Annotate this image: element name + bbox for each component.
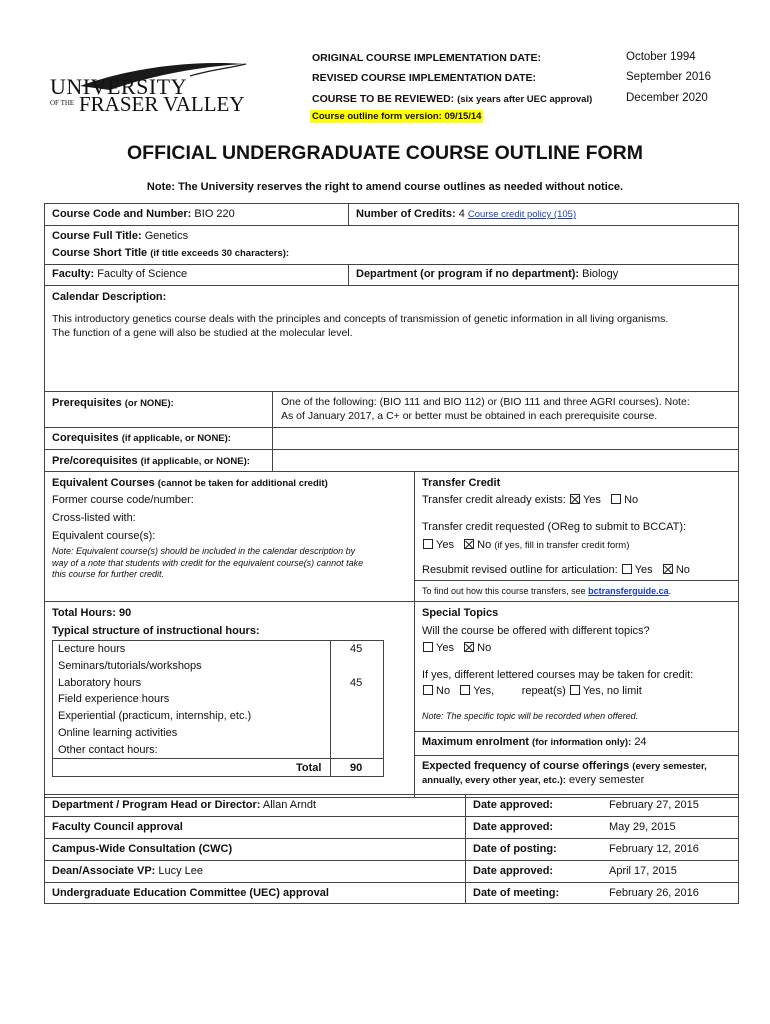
short-title-note: (if title exceeds 30 characters): <box>150 248 290 259</box>
hours-row-label: Online learning activities <box>58 727 178 739</box>
lettered-no-label: No <box>436 685 451 697</box>
equiv-italic-3: this course for further credit. <box>52 569 165 579</box>
full-title-value: Genetics <box>144 230 189 242</box>
requested-no-checkbox[interactable] <box>464 539 474 549</box>
review-value: December 2020 <box>626 92 708 104</box>
lettered-courses-label: If yes, different lettered courses may be taken for credit: <box>422 669 694 681</box>
faculty-value: Faculty of Science <box>97 268 188 280</box>
precoreq-label: Pre/corequisites <box>52 455 138 467</box>
precoreq-note: (if applicable, or NONE): <box>140 456 250 467</box>
approval-label: Faculty Council approval <box>52 821 183 833</box>
approval-date-label: Date of posting: <box>473 843 557 855</box>
equiv-label: Equivalent Courses <box>52 477 155 489</box>
requested-no-label: No <box>477 539 492 551</box>
approval-value: Lucy Lee <box>158 865 204 877</box>
approval-label: Campus-Wide Consultation (CWC) <box>52 843 233 855</box>
approval-row <box>52 887 329 899</box>
page-title: OFFICIAL UNDERGRADUATE COURSE OUTLINE FORM <box>126 142 644 164</box>
credit-policy-link[interactable]: Course credit policy (105) <box>467 209 577 220</box>
max-enrolment-value: 24 <box>634 736 647 748</box>
special-note: Note: The specific topic will be recorded when offered. <box>422 711 639 721</box>
prereq-line-1: One of the following: (BIO 111 and BIO 112) or (BIO 111 and three AGRI courses). Note: <box>281 396 690 408</box>
transfer-requested-label: Transfer credit requested (OReg to submit to BCCAT): <box>422 521 687 533</box>
short-title-label: Course Short Title <box>52 247 148 259</box>
disclaimer-note: Note: The University reserves the right to amend course outlines as needed without notice. <box>146 181 624 193</box>
approval-date-label: Date approved: <box>473 821 554 833</box>
special-question: Will the course be offered with different topics? <box>422 625 650 637</box>
lettered-yes-label: Yes, <box>473 685 495 697</box>
credits-label: Number of Credits: <box>356 208 456 220</box>
prereq-label: Prerequisites <box>52 397 122 409</box>
faculty-label: Faculty: <box>52 268 95 280</box>
frequency-label: Expected frequency of course offerings <box>422 760 630 772</box>
hours-total-label: Total <box>296 762 322 774</box>
review-label: COURSE TO BE REVIEWED: <box>312 93 455 105</box>
equiv-note: (cannot be taken for additional credit) <box>157 478 328 489</box>
frequency-value: every semester <box>569 774 645 786</box>
approval-date-value: May 29, 2015 <box>609 821 676 833</box>
approval-label: Undergraduate Education Committee (UEC) approval <box>52 887 329 899</box>
full-title-label: Course Full Title: <box>52 230 142 242</box>
lettered-yes-checkbox[interactable] <box>460 685 470 695</box>
hours-row-label: Other contact hours: <box>58 743 158 756</box>
exists-yes-label: Yes <box>582 494 601 506</box>
calendar-line-1: This introductory genetics course deals with the principles and concepts of transmission of genetic information in all living organisms. <box>52 313 669 325</box>
hours-row-label: Field experience hours <box>58 693 170 706</box>
resubmit-yes-checkbox[interactable] <box>622 564 632 574</box>
lettered-no-checkbox[interactable] <box>423 685 433 695</box>
find-transfer-text: To find out how this course transfers, see <box>422 586 586 596</box>
logo-fraser-valley: FRASER VALLEY <box>79 92 245 116</box>
hours-row-value: 45 <box>350 643 363 655</box>
approval-label: Department / Program Head or Director: <box>52 799 261 811</box>
frequency-note-2: annually, every other year, etc.): <box>422 775 566 786</box>
resubmit-no-checkbox[interactable] <box>663 564 673 574</box>
max-enrolment-label: Maximum enrolment <box>422 736 529 748</box>
approval-date-value: February 26, 2016 <box>609 887 699 899</box>
equiv-courses-label: Equivalent course(s): <box>52 530 156 542</box>
prereq-line-2: As of January 2017, a C+ or better must be obtained in each prerequisite course. <box>281 410 658 422</box>
approval-date-label: Date approved: <box>473 799 554 811</box>
approval-date-value: April 17, 2015 <box>609 865 677 877</box>
special-no-checkbox[interactable] <box>464 642 474 652</box>
former-code-label: Former course code/number: <box>52 494 194 506</box>
approval-date-label: Date approved: <box>473 865 554 877</box>
hours-row-label: Seminars/tutorials/workshops <box>58 659 202 672</box>
special-yes-checkbox[interactable] <box>423 642 433 652</box>
hours-total-value: 90 <box>350 762 363 774</box>
coreq-note: (if applicable, or NONE): <box>121 433 231 444</box>
calendar-label: Calendar Description: <box>52 291 167 303</box>
equiv-italic-2: way of a note that students with credit for the equivalent course(s) cannot take <box>52 557 364 568</box>
calendar-line-2: The function of a gene will also be studied at the molecular level. <box>52 327 353 339</box>
bctransferguide-link[interactable]: bctransferguide.ca <box>588 586 669 596</box>
prereq-note: (or NONE): <box>124 398 174 409</box>
credits-value: 4 <box>458 208 465 220</box>
requested-yes-checkbox[interactable] <box>423 539 433 549</box>
orig-date-label: ORIGINAL COURSE IMPLEMENTATION DATE: <box>312 52 542 64</box>
equiv-italic-1: Note: Equivalent course(s) should be included in the calendar description by <box>52 546 356 556</box>
requested-note: (if yes, fill in transfer credit form) <box>494 540 630 551</box>
resubmit-yes-label: Yes <box>634 564 653 576</box>
logo-university: UNIVERSITY <box>50 74 187 99</box>
transfer-label: Transfer Credit <box>422 477 501 489</box>
hours-row-label: Experiential (practicum, internship, etc.) <box>58 710 252 723</box>
approval-value: Allan Arndt <box>262 799 317 811</box>
form-version: Course outline form version: 09/15/14 <box>312 111 482 122</box>
hours-row-label: Lecture hours <box>58 643 126 655</box>
max-enrolment-note: (for information only): <box>532 737 632 748</box>
department-value: Biology <box>582 268 619 280</box>
resubmit-label: Resubmit revised outline for articulation: <box>422 564 618 576</box>
lettered-repeat-label: repeat(s) <box>521 685 566 697</box>
find-transfer-end: . <box>668 586 672 596</box>
requested-yes-label: Yes <box>436 539 454 551</box>
rev-date-label: REVISED COURSE IMPLEMENTATION DATE: <box>312 72 537 84</box>
cross-listed-label: Cross-listed with: <box>52 512 136 524</box>
approval-row <box>52 821 183 833</box>
transfer-exists-label: Transfer credit already exists: <box>422 494 566 506</box>
frequency-note-1: (every semester, <box>632 761 707 772</box>
lettered-nolimit-checkbox[interactable] <box>570 685 580 695</box>
approval-row <box>52 865 203 877</box>
resubmit-no-label: No <box>675 564 690 576</box>
approval-date-value: February 27, 2015 <box>609 799 699 811</box>
course-code-value: BIO 220 <box>194 208 235 220</box>
typical-structure-label: Typical structure of instructional hours: <box>52 625 260 637</box>
special-no-label: No <box>477 642 492 654</box>
approval-date-label: Date of meeting: <box>473 887 560 899</box>
approval-row <box>52 843 232 855</box>
exists-no-label: No <box>624 494 639 506</box>
hours-row-label: Laboratory hours <box>58 676 142 689</box>
rev-date-value: September 2016 <box>626 71 712 83</box>
exists-no-checkbox[interactable] <box>611 494 621 504</box>
approval-row <box>52 799 316 811</box>
total-hours-value: 90 <box>119 607 132 619</box>
course-code-label: Course Code and Number: <box>52 208 192 220</box>
special-yes-label: Yes <box>436 642 454 654</box>
special-topics-label: Special Topics <box>422 607 499 619</box>
hours-row-value: 45 <box>350 676 363 689</box>
orig-date-value: October 1994 <box>626 51 696 63</box>
review-note: (six years after UEC approval) <box>457 94 593 105</box>
exists-yes-checkbox[interactable] <box>570 494 580 504</box>
department-label: Department (or program if no department): <box>356 268 580 280</box>
lettered-nolimit-label: Yes, no limit <box>582 685 642 697</box>
approval-label: Dean/Associate VP: <box>52 865 156 877</box>
logo-of-the: OF THE <box>50 99 75 107</box>
approval-date-value: February 12, 2016 <box>609 843 699 855</box>
total-hours-label: Total Hours: <box>52 607 116 619</box>
coreq-label: Corequisites <box>52 432 119 444</box>
